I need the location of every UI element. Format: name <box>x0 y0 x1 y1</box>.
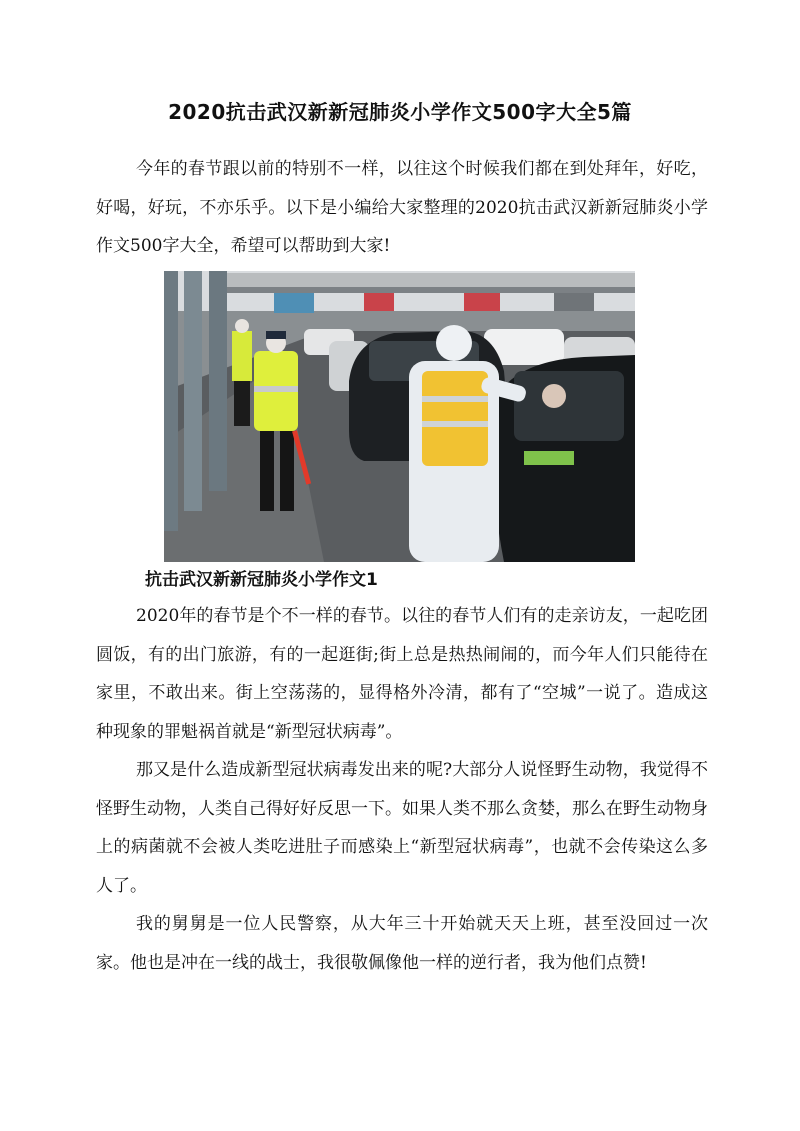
intro-paragraph: 今年的春节跟以前的特别不一样，以往这个时候我们都在到处拜年，好吃，好喝，好玩，不亦乐乎。以下是小编给大家整理的2020抗击武汉新新冠肺炎小学作文500字大全，希望可以帮助到大家! <box>96 159 708 256</box>
essay-1-title: 抗击武汉新新冠肺炎小学作文1 <box>145 570 378 590</box>
essay-1-paragraph-2: 那又是什么造成新型冠状病毒发出来的呢?大部分人说怪野生动物，我觉得不怪野生动物，人类自己得好好反思一下。如果人类不那么贪婪，那么在野生动物身上的病菌就不会被人类吃进肚子而感染上“新型冠状病毒”，也就不会传染这么多人了。 <box>96 760 708 896</box>
essay-1-paragraph-1: 2020年的春节是个不一样的春节。以往的春节人们有的走亲访友，一起吃团圆饭，有的出门旅游，有的一起逛街;街上总是热热闹闹的，而今年人们只能待在家里，不敢出来。街上空荡荡的，显得格外冷清，都有了“空城”一说了。造成这种现象的罪魁祸首就是“新型冠状病毒”。 <box>96 606 708 742</box>
checkpoint-photo-illustration <box>164 271 635 562</box>
essay-1-paragraph-3: 我的舅舅是一位人民警察，从大年三十开始就天天上班，甚至没回过一次家。他也是冲在一线的战士，我很敬佩像他一样的逆行者，我为他们点赞! <box>96 914 708 973</box>
document-title: 2020抗击武汉新新冠肺炎小学作文500字大全5篇 <box>168 100 632 124</box>
checkpoint-photo <box>164 271 635 562</box>
